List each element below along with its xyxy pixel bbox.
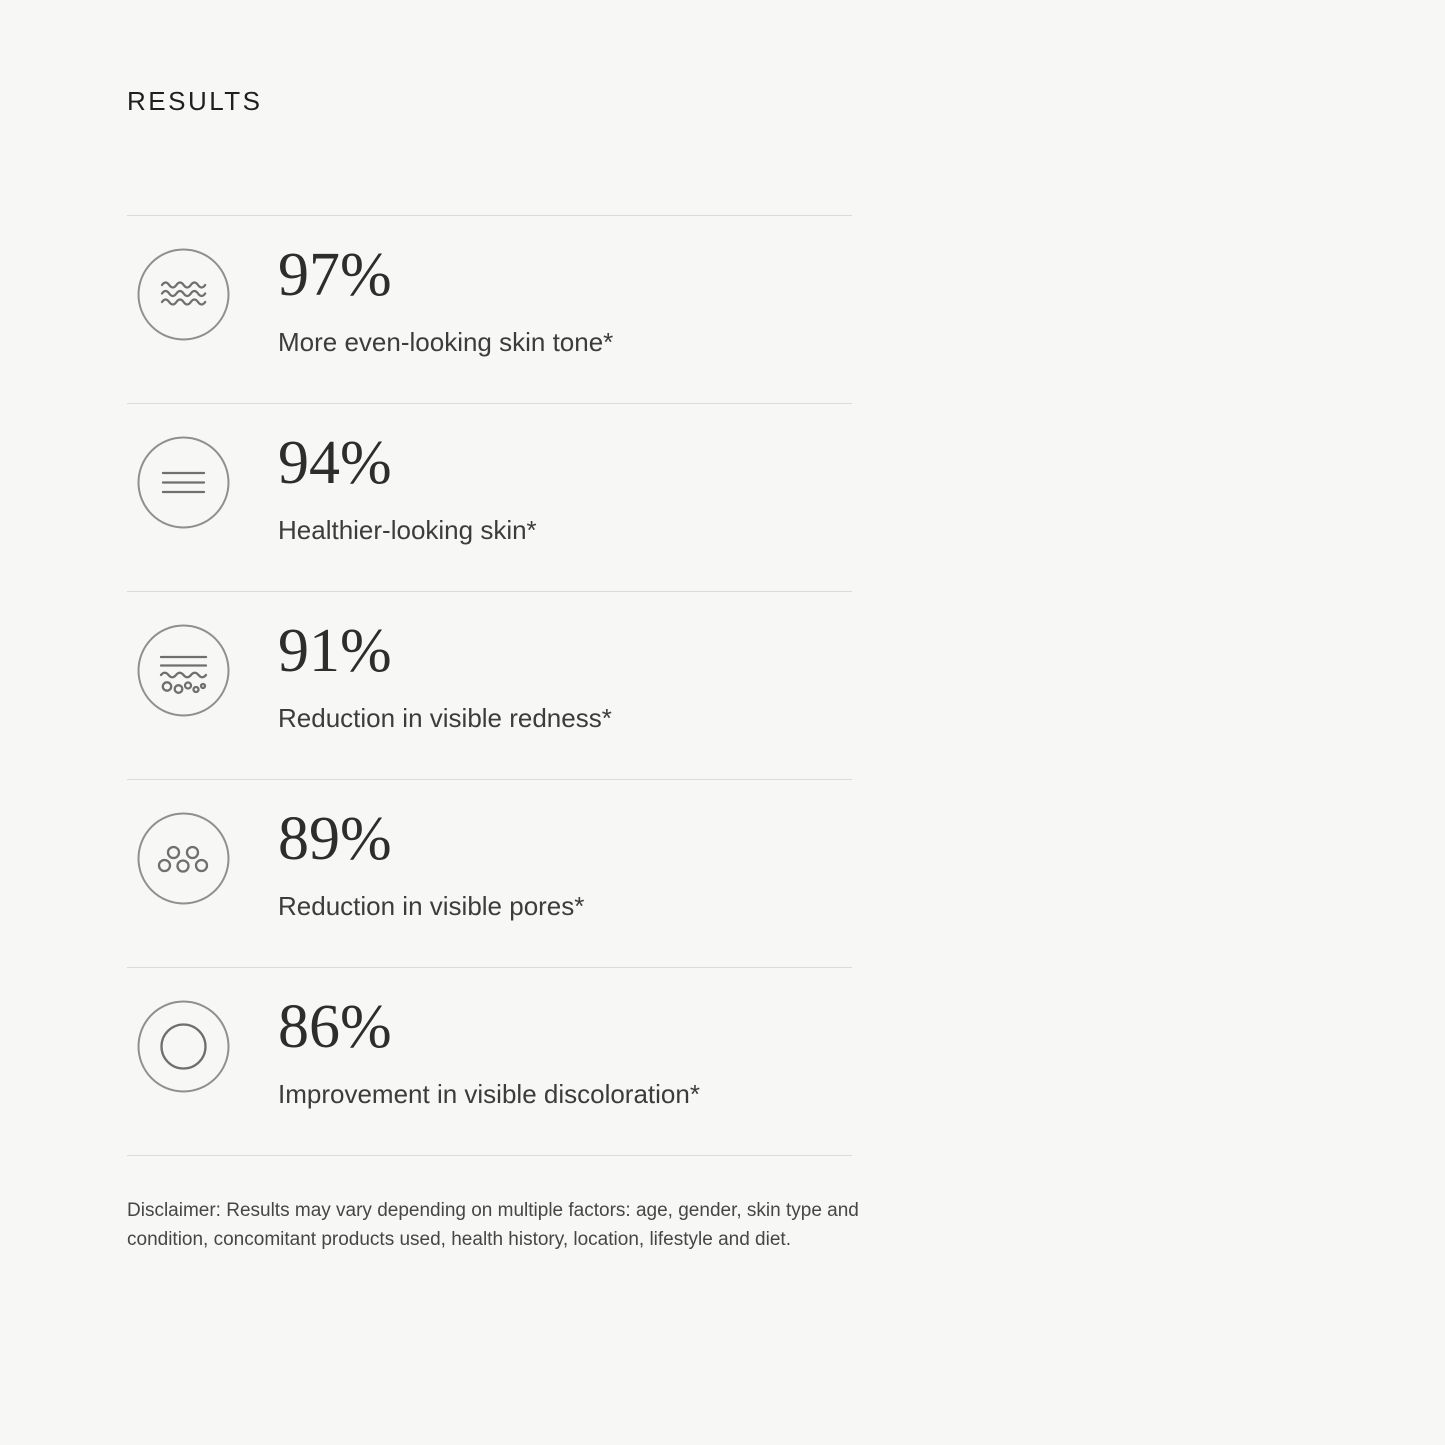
result-text [278,804,584,921]
result-label: More even-looking skin tone* [278,327,614,357]
waves-icon [137,248,230,341]
result-text [278,992,700,1109]
skin-redness-icon [137,624,230,717]
result-percent: 97% [278,241,392,309]
result-row-healthier-skin [127,403,852,591]
result-percent: 86% [278,993,392,1061]
result-text [278,240,613,357]
result-percent: 94% [278,429,392,497]
results-list [127,215,852,1156]
result-percent: 91% [278,617,392,685]
result-percent: 89% [278,805,392,873]
lines-icon [137,436,230,529]
result-row-pores [127,779,852,967]
discoloration-icon [137,1000,230,1093]
section-title: RESULTS [127,86,263,116]
result-row-discoloration [127,967,852,1155]
result-row-even-skin-tone [127,215,852,403]
result-label: Reduction in visible redness* [278,703,612,733]
result-text [278,616,612,733]
pores-icon [137,812,230,905]
result-label: Reduction in visible pores* [278,891,585,921]
result-row-redness [127,591,852,779]
disclaimer-text: Disclaimer: Results may vary depending on multiple factors: age, gender, skin type and condition, concomitant products used, health history, location, lifestyle and diet. [127,1200,859,1250]
result-label: Improvement in visible discoloration* [278,1079,700,1109]
result-label: Healthier-looking skin* [278,515,537,545]
result-text [278,428,537,545]
